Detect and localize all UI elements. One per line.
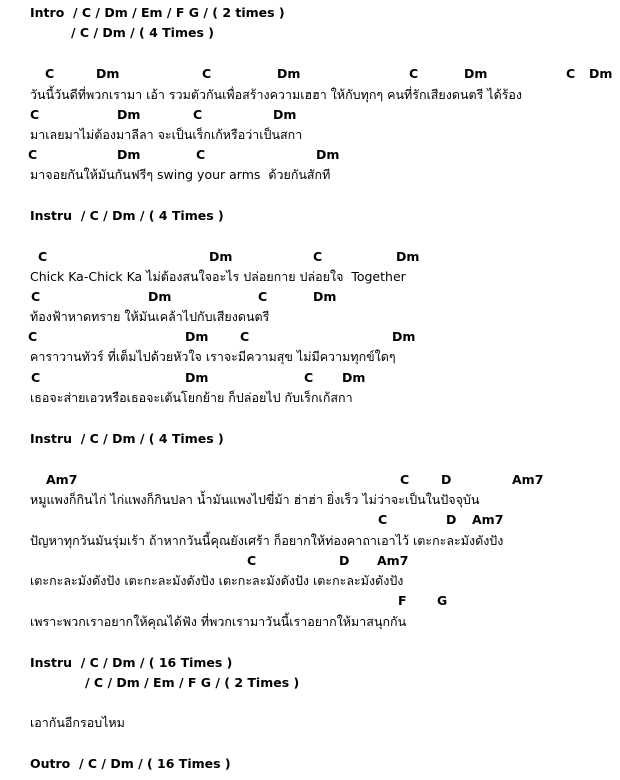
instru-line: Instru / C / Dm / ( 16 Times ): [30, 655, 233, 670]
instru-line: Instru / C / Dm / ( 4 Times ): [30, 431, 224, 446]
lyric-line: มาจอยกันให้มันกันฟรีๆ swing your arms ด้วยกันสักที: [30, 167, 331, 182]
chord: D: [441, 472, 452, 487]
chord: Am7: [472, 512, 504, 527]
chord: Dm: [273, 107, 297, 122]
chord: Dm: [396, 249, 420, 264]
chord: C: [196, 147, 206, 162]
chord: Dm: [148, 289, 172, 304]
chord: C: [28, 147, 38, 162]
chord: C: [28, 329, 38, 344]
lyric-line: เตะกะละมังดังปัง เตะกะละมังดังปัง เตะกะละมังดังปัง เตะกะละมังดังปัง: [30, 573, 404, 588]
chord: C: [193, 107, 203, 122]
intro-line: Intro / C / Dm / Em / F G / ( 2 times ): [30, 5, 285, 20]
chord: Dm: [313, 289, 337, 304]
chord: Am7: [377, 553, 409, 568]
chord: Am7: [46, 472, 78, 487]
chord: C: [566, 66, 576, 81]
chord: Dm: [185, 370, 209, 385]
lyric-line: ท้องฟ้าหาดทราย ให้มันเคล้าไปกับเสียงดนตรี: [30, 309, 270, 324]
chord: Am7: [512, 472, 544, 487]
chord: C: [378, 512, 388, 527]
chord: C: [409, 66, 419, 81]
intro-line: / C / Dm / ( 4 Times ): [71, 25, 214, 40]
chord: Dm: [185, 329, 209, 344]
chord: Dm: [316, 147, 340, 162]
chord: Dm: [209, 249, 233, 264]
chord: G: [437, 593, 448, 608]
lyric-line: ปัญหาทุกวันมันรุ่มเร้า ถ้าหากวันนี้คุณยังเศร้า ก็อยากให้ท่องคาถาเอาไว้ เตะกะละมังดังปัง: [30, 533, 504, 548]
chord: C: [45, 66, 55, 81]
chord: D: [339, 553, 350, 568]
chord: C: [240, 329, 250, 344]
chord: D: [446, 512, 457, 527]
lyric-line: เอากันอีกรอบไหม: [30, 715, 125, 730]
chord: C: [313, 249, 323, 264]
chord: C: [247, 553, 257, 568]
chord: C: [31, 370, 41, 385]
chord: C: [38, 249, 48, 264]
chord: Dm: [342, 370, 366, 385]
lyric-line: หมูแพงก็กินไก่ ไก่แพงก็กินปลา น้ำมันแพงไปขี่ม้า ฮ่าฮ่า ยิ่งเร็ว ไม่ว่าจะเป็นในปัจจุบัน: [30, 492, 480, 507]
lyric-line: วันนี้วันดีที่พวกเรามา เอ้า รวมตัวกันเพื่อสร้างความเฮฮา ให้กับทุกๆ คนที่รักเสียงดนตรี ได้ร้อง: [30, 87, 523, 102]
lyric-line: มาเลยมาไม่ต้องมาลีลา จะเป็นเร็กเก้หรือว่าเป็นสกา: [30, 127, 303, 142]
instru-line: / C / Dm / Em / F G / ( 2 Times ): [85, 675, 300, 690]
lyric-line: Chick Ka-Chick Ka ไม่ต้องสนใจอะไร ปล่อยกาย ปล่อยใจ Together: [30, 269, 406, 284]
chord: C: [258, 289, 268, 304]
chord: Dm: [96, 66, 120, 81]
chord: Dm: [464, 66, 488, 81]
outro-line: Outro / C / Dm / ( 16 Times ): [30, 756, 231, 771]
lyric-line: คาราวานทัวร์ ที่เต็มไปด้วยหัวใจ เราจะมีความสุข ไม่มีความทุกข์ใดๆ: [30, 349, 396, 364]
chord: C: [30, 107, 40, 122]
lyric-line: เพราะพวกเราอยากให้คุณได้ฟัง ที่พวกเรามาวันนี้เราอยากให้มาสนุกกัน: [30, 614, 407, 629]
lyric-line: เธอจะส่ายเอวหรือเธอจะเต้นโยกย้าย ก็ปล่อยไป กับเร็กเก้สกา: [30, 390, 353, 405]
chord: C: [202, 66, 212, 81]
chord: C: [304, 370, 314, 385]
chord: F: [398, 593, 407, 608]
chord: Dm: [277, 66, 301, 81]
chord: Dm: [117, 107, 141, 122]
chord: Dm: [589, 66, 613, 81]
chord: C: [31, 289, 41, 304]
instru-line: Instru / C / Dm / ( 4 Times ): [30, 208, 224, 223]
chord: Dm: [392, 329, 416, 344]
chord: C: [400, 472, 410, 487]
chord: Dm: [117, 147, 141, 162]
